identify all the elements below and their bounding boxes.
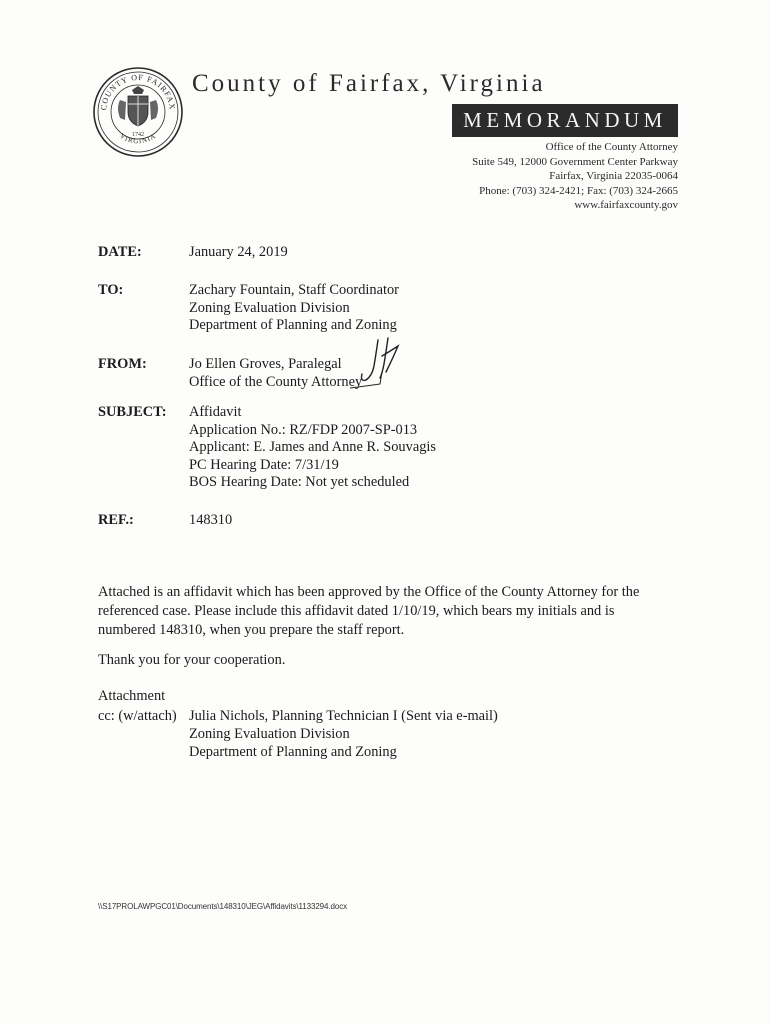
thanks-line: Thank you for your cooperation. xyxy=(98,652,286,668)
county-seal-logo xyxy=(92,66,184,158)
subject-line: PC Hearing Date: 7/31/19 xyxy=(189,456,339,473)
website-link[interactable]: www.fairfaxcounty.gov xyxy=(574,199,678,212)
office-address xyxy=(348,140,678,213)
to-value xyxy=(189,282,589,335)
attachment-label: Attachment xyxy=(98,688,166,704)
to-line: Zachary Fountain, Staff Coordinator xyxy=(189,282,399,298)
memorandum-banner: MEMORANDUM xyxy=(452,104,678,137)
date-label: DATE: xyxy=(98,244,142,260)
subject-value xyxy=(189,404,589,492)
from-line: Jo Ellen Groves, Paralegal xyxy=(189,356,342,372)
date-value: January 24, 2019 xyxy=(189,244,288,260)
svg-text:VIRGINIA: VIRGINIA xyxy=(118,131,158,146)
initials-signature-mark xyxy=(336,336,406,392)
body-line: referenced case. Please include this affidavit dated 1/10/19, which bears my initials and is xyxy=(98,603,615,619)
cc-recipients xyxy=(189,707,609,761)
to-label: TO: xyxy=(98,282,124,298)
body-line: Attached is an affidavit which has been approved by the Office of the County Attorney for the xyxy=(98,584,640,600)
subject-line: Application No.: RZ/FDP 2007-SP-013 xyxy=(189,421,418,438)
from-line: Office of the County Attorney xyxy=(189,373,363,390)
ref-value: 148310 xyxy=(189,512,233,528)
body-line: numbered 148310, when you prepare the staff report. xyxy=(98,622,405,638)
address-line: Suite 549, 12000 Government Center Parkway xyxy=(472,155,678,168)
subject-line: BOS Hearing Date: Not yet scheduled xyxy=(189,474,410,491)
to-line: Department of Planning and Zoning xyxy=(189,317,397,334)
ref-label: REF.: xyxy=(98,512,134,528)
cc-label: cc: (w/attach) xyxy=(98,708,177,724)
county-title: County of Fairfax, Virginia xyxy=(192,70,546,97)
svg-text:1742: 1742 xyxy=(132,132,144,138)
address-line: Phone: (703) 324-2421; Fax: (703) 324-2665 xyxy=(479,184,678,197)
subject-line: Affidavit xyxy=(189,404,242,420)
subject-label: SUBJECT: xyxy=(98,404,167,420)
svg-text:COUNTY OF FAIRFAX: COUNTY OF FAIRFAX xyxy=(98,72,178,111)
cc-line: Julia Nichols, Planning Technician I (Sent via e-mail) xyxy=(189,708,498,724)
body-paragraph xyxy=(98,583,678,640)
subject-line: Applicant: E. James and Anne R. Souvagis xyxy=(189,439,437,456)
address-line: Office of the County Attorney xyxy=(545,141,678,153)
from-label: FROM: xyxy=(98,356,147,372)
to-line: Zoning Evaluation Division xyxy=(189,299,350,316)
document-file-path: \\S17PROLAWPGC01\Documents\148310\JEG\Affidavits\1133294.docx xyxy=(98,902,348,911)
address-line: Fairfax, Virginia 22035-0064 xyxy=(549,170,678,183)
cc-line: Department of Planning and Zoning xyxy=(189,744,397,760)
cc-line: Zoning Evaluation Division xyxy=(189,726,350,742)
